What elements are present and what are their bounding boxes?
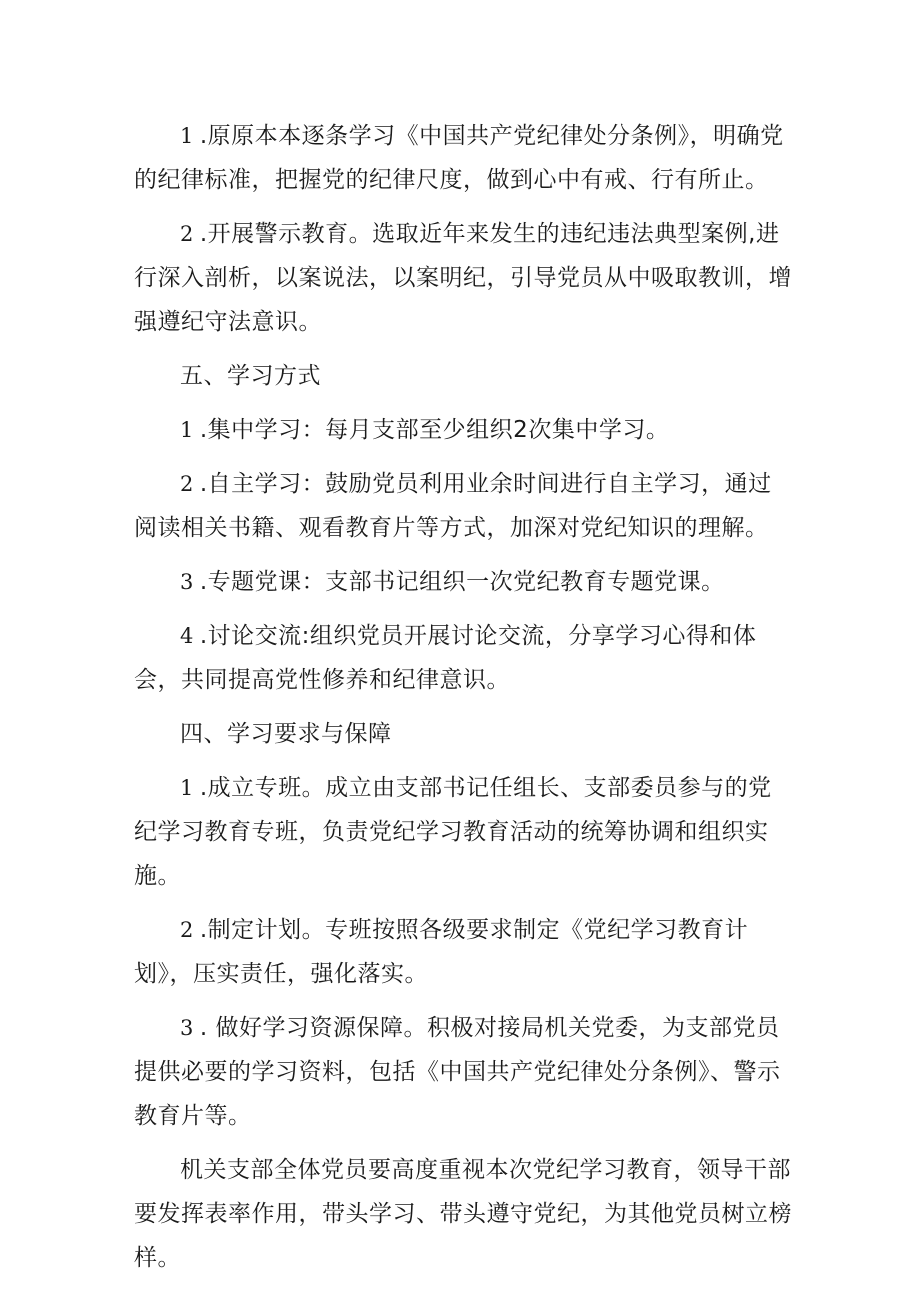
requirement-item [134, 908, 794, 996]
item-text: .专题党课：支部书记组织一次党纪教育专题党课。 [199, 569, 725, 595]
closing-paragraph: 机关支部全体党员要高度重视本次党纪学习教育，领导干部要发挥表率作用，带头学习、带头遵守党纪，为其他党员树立榜样。 [134, 1157, 792, 1271]
study-method-item [134, 408, 794, 452]
item-text: .集中学习：每月支部至少组织2次集中学习。 [199, 417, 670, 443]
item-number: 2 [180, 222, 194, 246]
item-text: .制定计划。专班按照各级要求制定《党纪学习教育计划》，压实责任，强化落实。 [134, 917, 749, 987]
item-number: 4 [180, 624, 194, 648]
requirement-item [134, 1006, 794, 1138]
item-text: .讨论交流:组织党员开展讨论交流，分享学习心得和体会，共同提高党性修养和纪律意识。 [134, 623, 757, 693]
paragraph-2 [134, 212, 794, 344]
section-heading-study-methods: 五、学习方式 [180, 363, 321, 389]
study-method-item [134, 560, 794, 604]
paragraph-1 [134, 114, 794, 202]
study-method-item [134, 614, 794, 702]
item-text: .自主学习：鼓励党员利用业余时间进行自主学习，通过阅读相关书籍、观看教育片等方式，加深对党纪知识的理解。 [134, 471, 772, 541]
document-body [134, 114, 794, 1290]
item-number: 2 [180, 918, 194, 942]
study-method-item [134, 462, 794, 550]
requirement-item [134, 766, 794, 898]
item-number: 3 [180, 570, 194, 594]
item-text: .成立专班。成立由支部书记任组长、支部委员参与的党纪学习教育专班，负责党纪学习教育活动的统筹协调和组织实施。 [134, 775, 772, 889]
item-number: 1 [180, 124, 194, 148]
item-number: 1 [180, 418, 194, 442]
paragraph-text: .开展警示教育。选取近年来发生的违纪违法典型案例,进行深入剖析，以案说法，以案明纪，引导党员从中吸取教训，增强遵纪守法意识。 [134, 221, 792, 335]
item-number: 1 [180, 776, 194, 800]
section-heading-requirements: 四、学习要求与保障 [180, 721, 392, 747]
paragraph-text: .原原本本逐条学习《中国共产党纪律处分条例》，明确党的纪律标准，把握党的纪律尺度，做到心中有戒、行有所止。 [134, 123, 784, 193]
item-number: 3 [180, 1016, 194, 1040]
item-number: 2 [180, 472, 194, 496]
item-text: . 做好学习资源保障。积极对接局机关党委，为支部党员提供必要的学习资料，包括《中国共产党纪律处分条例》、警示教育片等。 [134, 1015, 781, 1129]
